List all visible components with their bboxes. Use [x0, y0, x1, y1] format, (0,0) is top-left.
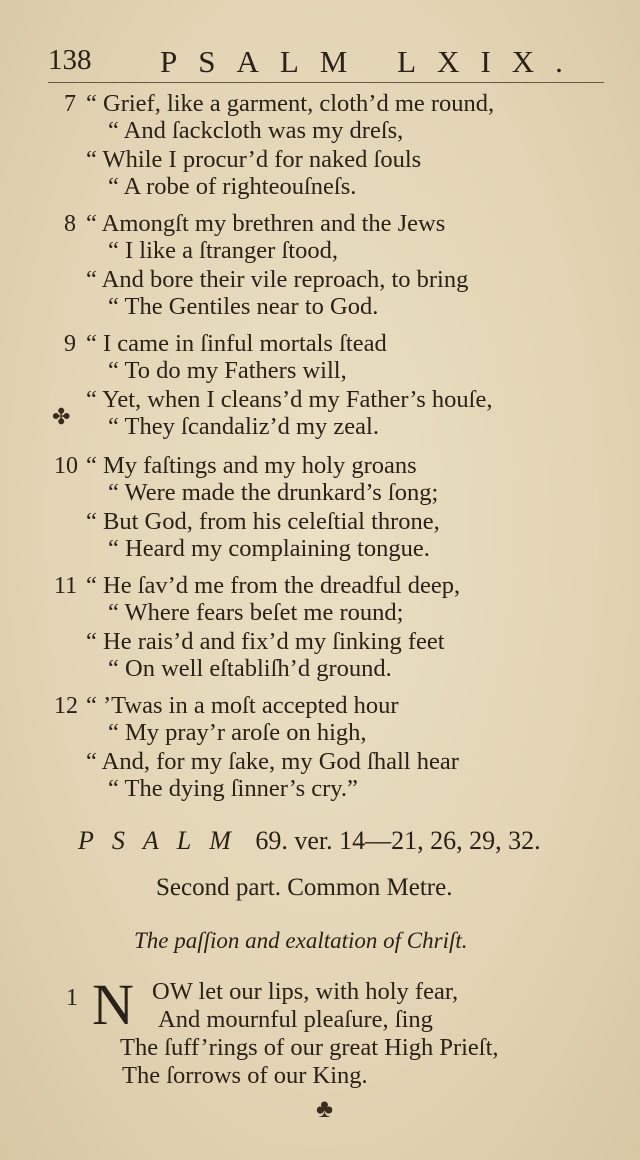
ink-blot-icon: ✤: [52, 404, 71, 429]
verse-line: “ I came in ſinful mortals ſtead: [86, 330, 387, 357]
verse-number: 7: [64, 91, 76, 117]
verse-line: “ Yet, when I cleans’d my Father’s houſe,: [86, 386, 493, 413]
verse-line: “ Grief, like a garment, cloth’d me round,: [86, 90, 495, 117]
verse-line: “ And, for my ſake, my God ſhall hear: [86, 748, 459, 775]
verse-line: “ While I procur’d for naked ſouls: [86, 146, 422, 173]
verse-line: The ſorrows of our King.: [122, 1062, 368, 1089]
verse-line: “ Were made the drunkard’s ſong;: [108, 479, 439, 506]
psalm-heading-reference: 69. ver. 14—21, 26, 29, 32.: [255, 826, 541, 855]
catchword-mark-icon: ♣: [316, 1094, 334, 1123]
drop-cap: N: [92, 972, 134, 1037]
metre-line: Second part. Common Metre.: [156, 874, 453, 901]
verse-number: 1: [66, 985, 78, 1011]
psalm-heading: [78, 826, 541, 856]
verse-line: “ The dying ſinner’s cry.”: [108, 775, 358, 802]
page-number: 138: [48, 44, 92, 76]
verse-line: “ Heard my complaining tongue.: [108, 535, 430, 562]
verse-line: “ My faſtings and my holy groans: [86, 452, 417, 479]
verse-line: “ On well eſtabliſh’d ground.: [108, 655, 392, 682]
verse-number: 11: [54, 573, 78, 599]
verse-number: 8: [64, 211, 76, 237]
psalm-heading-word: PSALM: [78, 826, 249, 855]
verse-number: 10: [54, 453, 78, 479]
verse-line: “ Amongſt my brethren and the Jews: [86, 210, 446, 237]
verse-line: “ A robe of righteouſneſs.: [108, 173, 357, 200]
verse-line: “ My pray’r aroſe on high,: [108, 719, 367, 746]
page-header: [48, 44, 598, 84]
psalm-subject: The paſſion and exaltation of Chriſt.: [134, 928, 468, 953]
verse-line: “ ’Twas in a moſt accepted hour: [86, 692, 399, 719]
verse-line: “ They ſcandaliz’d my zeal.: [108, 413, 379, 440]
verse-line: “ Where fears beſet me round;: [108, 599, 404, 626]
verse-line: “ He ſav’d me from the dreadful deep,: [86, 572, 461, 599]
verse-line: “ He rais’d and fix’d my ſinking feet: [86, 628, 445, 655]
verse-line: OW let our lips, with holy fear,: [152, 978, 459, 1005]
verse-line: “ I like a ſtranger ſtood,: [108, 237, 338, 264]
verse-number: 12: [54, 693, 78, 719]
verse-number: 9: [64, 331, 76, 357]
verse-line: “ The Gentiles near to God.: [108, 293, 379, 320]
verse-line: “ And bore their vile reproach, to bring: [86, 266, 469, 293]
verse-line: “ But God, from his celeſtial throne,: [86, 508, 440, 535]
verse-line: “ To do my Fathers will,: [108, 357, 347, 384]
running-title: PSALM LXIX.: [160, 44, 584, 79]
verse-line: The ſuff’rings of our great High Prieſt,: [120, 1034, 499, 1061]
header-rule: [48, 82, 604, 83]
verse-line: “ And ſackcloth was my dreſs,: [108, 117, 404, 144]
verse-line: And mournful pleaſure, ſing: [158, 1006, 433, 1033]
